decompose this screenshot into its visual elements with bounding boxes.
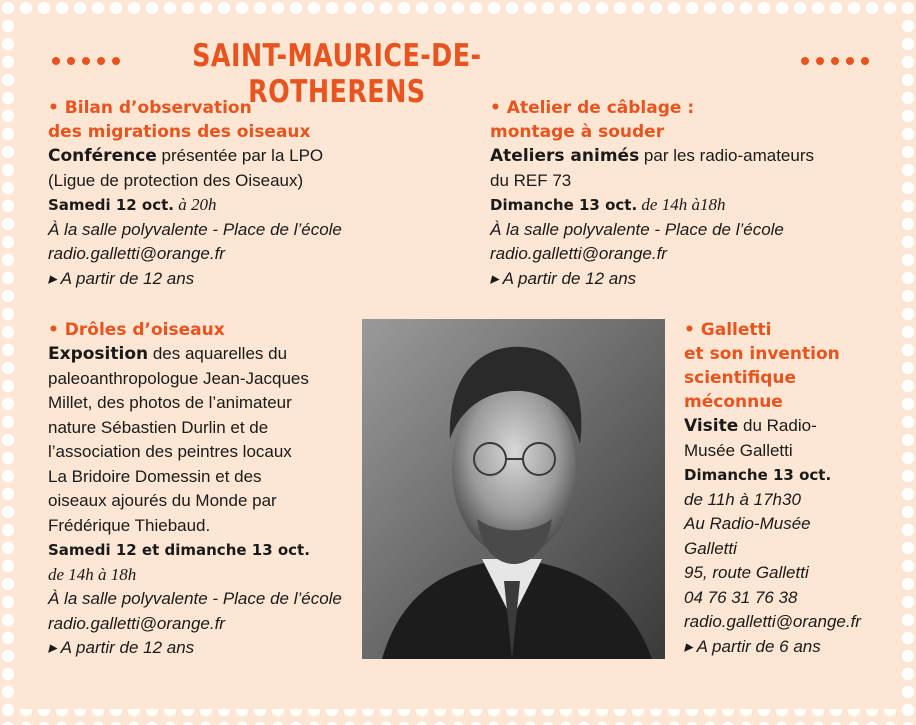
event-heading-line2: montage à souder <box>490 122 665 142</box>
event-heading: • Bilan d’observation <box>48 98 252 118</box>
event-time: de 14h à18h <box>637 195 726 214</box>
event-info-line: de 11h à 17h30 <box>684 489 801 509</box>
event-desc: des aquarelles du <box>148 344 288 363</box>
event-heading-line2: des migrations des oiseaux <box>48 122 311 142</box>
event-place: À la salle polyvalente - Place de l’école <box>48 219 342 239</box>
event-bilan-observation <box>48 96 342 291</box>
decorative-dots-left <box>52 52 127 62</box>
portrait-illustration <box>362 319 665 659</box>
event-desc-line2: (Ligue de protection des Oiseaux) <box>48 170 304 190</box>
event-email[interactable]: radio.galletti@orange.fr <box>48 613 225 633</box>
event-date <box>684 463 861 488</box>
event-heading: • Galletti <box>684 320 772 340</box>
event-desc-line: nature Sébastien Durlin et de <box>48 417 269 437</box>
event-kind: Conférence <box>48 146 157 166</box>
event-droles-oiseaux <box>48 318 342 661</box>
event-desc-line: oiseaux ajourés du Monde par <box>48 491 277 510</box>
event-description <box>48 144 342 169</box>
event-time-line <box>48 563 342 588</box>
event-desc-line: l’association des peintres locaux <box>48 442 292 461</box>
event-info-line: Galletti <box>684 538 737 558</box>
event-desc: présentée par la LPO <box>156 146 324 165</box>
event-email[interactable]: radio.galletti@orange.fr <box>48 244 225 263</box>
event-atelier-cablage <box>490 96 814 291</box>
event-age: ▸ A partir de 6 ans <box>684 636 821 656</box>
event-desc-line: paleoanthropologue Jean-Jacques <box>48 368 309 388</box>
event-time: de 14h à 18h <box>48 564 137 584</box>
event-desc-line: La Bridoire Domessin et des <box>48 466 262 486</box>
event-description <box>684 414 861 439</box>
event-heading-line: scientifique <box>684 368 797 388</box>
event-desc-line: Millet, des photos de l’animateur <box>48 393 292 412</box>
event-heading: • Atelier de câblage : <box>490 98 695 118</box>
event-date <box>490 193 814 218</box>
event-galletti <box>684 318 861 659</box>
event-time: à 20h <box>174 195 217 214</box>
event-desc-line2: Musée Galletti <box>684 440 793 460</box>
event-date-bold: Samedi 12 oct. <box>48 196 174 214</box>
event-description <box>490 144 814 169</box>
event-age: ▸ A partir de 12 ans <box>48 268 195 288</box>
event-desc-line: Frédérique Thiebaud. <box>48 515 211 535</box>
portrait-photo <box>362 319 665 659</box>
event-email[interactable]: radio.galletti@orange.fr <box>490 244 667 263</box>
event-info-line: 95, route Galletti <box>684 563 809 582</box>
event-date-bold: Dimanche 13 oct. <box>490 196 638 214</box>
event-heading-line: méconnue <box>684 392 783 412</box>
event-desc-line2: du REF 73 <box>490 170 572 190</box>
event-kind: Ateliers animés <box>490 146 640 166</box>
event-age: ▸ A partir de 12 ans <box>490 268 637 288</box>
decorative-dots-right <box>801 52 876 62</box>
event-place: À la salle polyvalente - Place de l’école <box>490 219 784 239</box>
event-heading-line: et son invention <box>684 344 840 364</box>
event-date <box>48 193 342 218</box>
event-kind: Exposition <box>48 344 149 364</box>
event-heading: • Drôles d’oiseaux <box>48 320 225 340</box>
event-date-bold: Samedi 12 et dimanche 13 oct. <box>48 541 310 559</box>
event-place: À la salle polyvalente - Place de l’école <box>48 589 342 608</box>
event-age: ▸ A partir de 12 ans <box>48 638 195 657</box>
event-kind: Visite <box>684 416 739 436</box>
event-description <box>48 342 342 367</box>
event-desc: par les radio-amateurs <box>639 146 814 165</box>
event-date-bold: Dimanche 13 oct. <box>684 466 832 484</box>
event-date <box>48 538 342 563</box>
event-desc: du Radio- <box>738 416 817 435</box>
event-phone: 04 76 31 76 38 <box>684 587 798 607</box>
page-title: SAINT-MAURICE-DE-ROTHERENS <box>192 38 482 110</box>
event-info-line: Au Radio-Musée <box>684 514 811 533</box>
event-email[interactable]: radio.galletti@orange.fr <box>684 612 861 631</box>
